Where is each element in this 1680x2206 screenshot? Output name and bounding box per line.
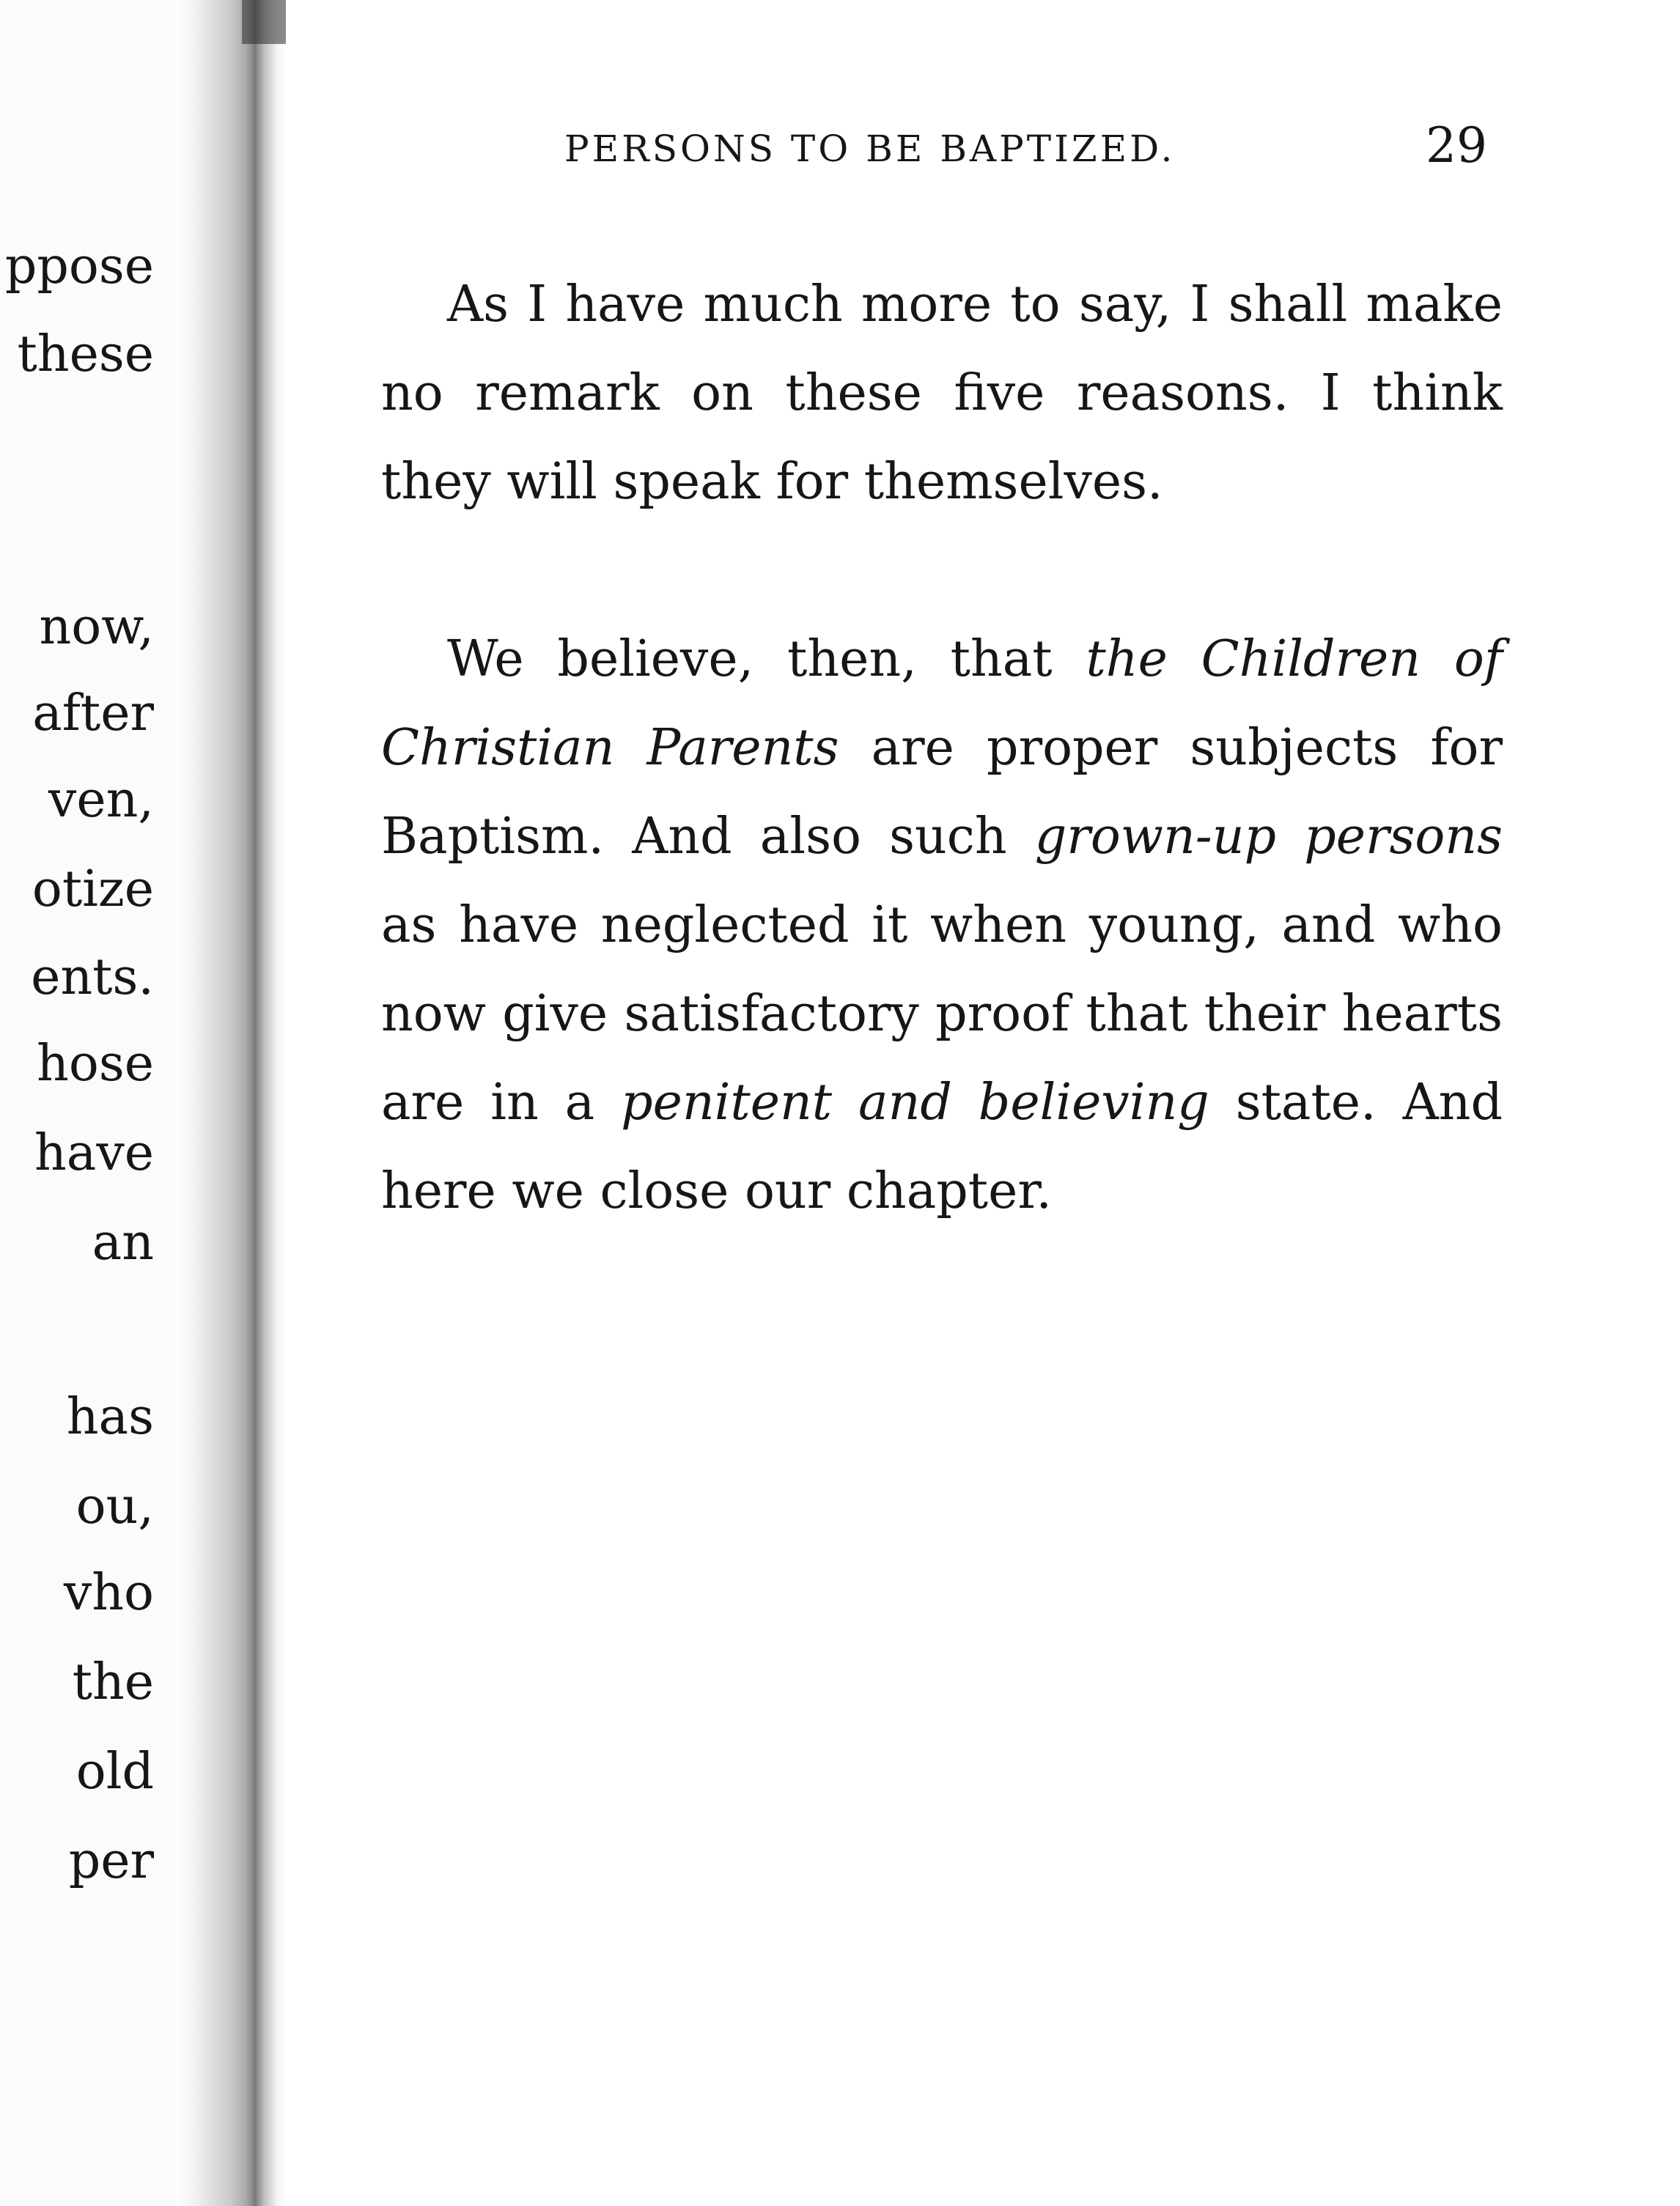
text-run: as have neglected it when young, and who now give satisfactory proof that their hearts are in a xyxy=(381,896,1503,1132)
left-page-line: vho xyxy=(63,1564,154,1622)
left-page-line: these xyxy=(17,325,154,383)
left-page-line: old xyxy=(75,1743,154,1801)
paragraph xyxy=(381,615,1503,1236)
left-page-line: ents. xyxy=(31,948,154,1006)
left-page-line: now, xyxy=(39,598,154,656)
page-number: 29 xyxy=(1426,117,1487,174)
left-page-line: ou, xyxy=(75,1478,154,1535)
left-page-line: hose xyxy=(37,1035,154,1093)
left-page-line: ven, xyxy=(48,771,154,829)
italic-emphasis: grown-up persons xyxy=(1034,808,1503,866)
text-run: state. And here we close our chapter. xyxy=(381,1074,1503,1220)
italic-emphasis: penitent and believing xyxy=(621,1074,1209,1132)
left-page-line: after xyxy=(32,685,154,742)
text-run: are proper subjects for Baptism. And also such xyxy=(381,719,1503,866)
running-header: PERSONS TO BE BAPTIZED. xyxy=(564,128,1176,170)
left-page-line: have xyxy=(34,1124,154,1182)
left-page-line: per xyxy=(68,1832,154,1890)
left-page-line: otize xyxy=(32,860,154,918)
text-run: We believe, then, that xyxy=(447,630,1086,688)
gutter-top-shadow xyxy=(242,0,286,44)
book-gutter-shadow xyxy=(176,0,286,2206)
previous-page-fragment xyxy=(0,0,176,2206)
page-body xyxy=(381,260,1503,1236)
left-page-line: ppose xyxy=(4,237,154,295)
left-page-line: the xyxy=(72,1653,154,1711)
italic-emphasis: the Children of Christian Parents xyxy=(381,630,1503,777)
left-page-line: an xyxy=(92,1214,154,1272)
left-page-line: has xyxy=(66,1388,154,1446)
paragraph: As I have much more to say, I shall make no remark on these five reasons. I think they will speak for themselves. xyxy=(381,276,1503,511)
